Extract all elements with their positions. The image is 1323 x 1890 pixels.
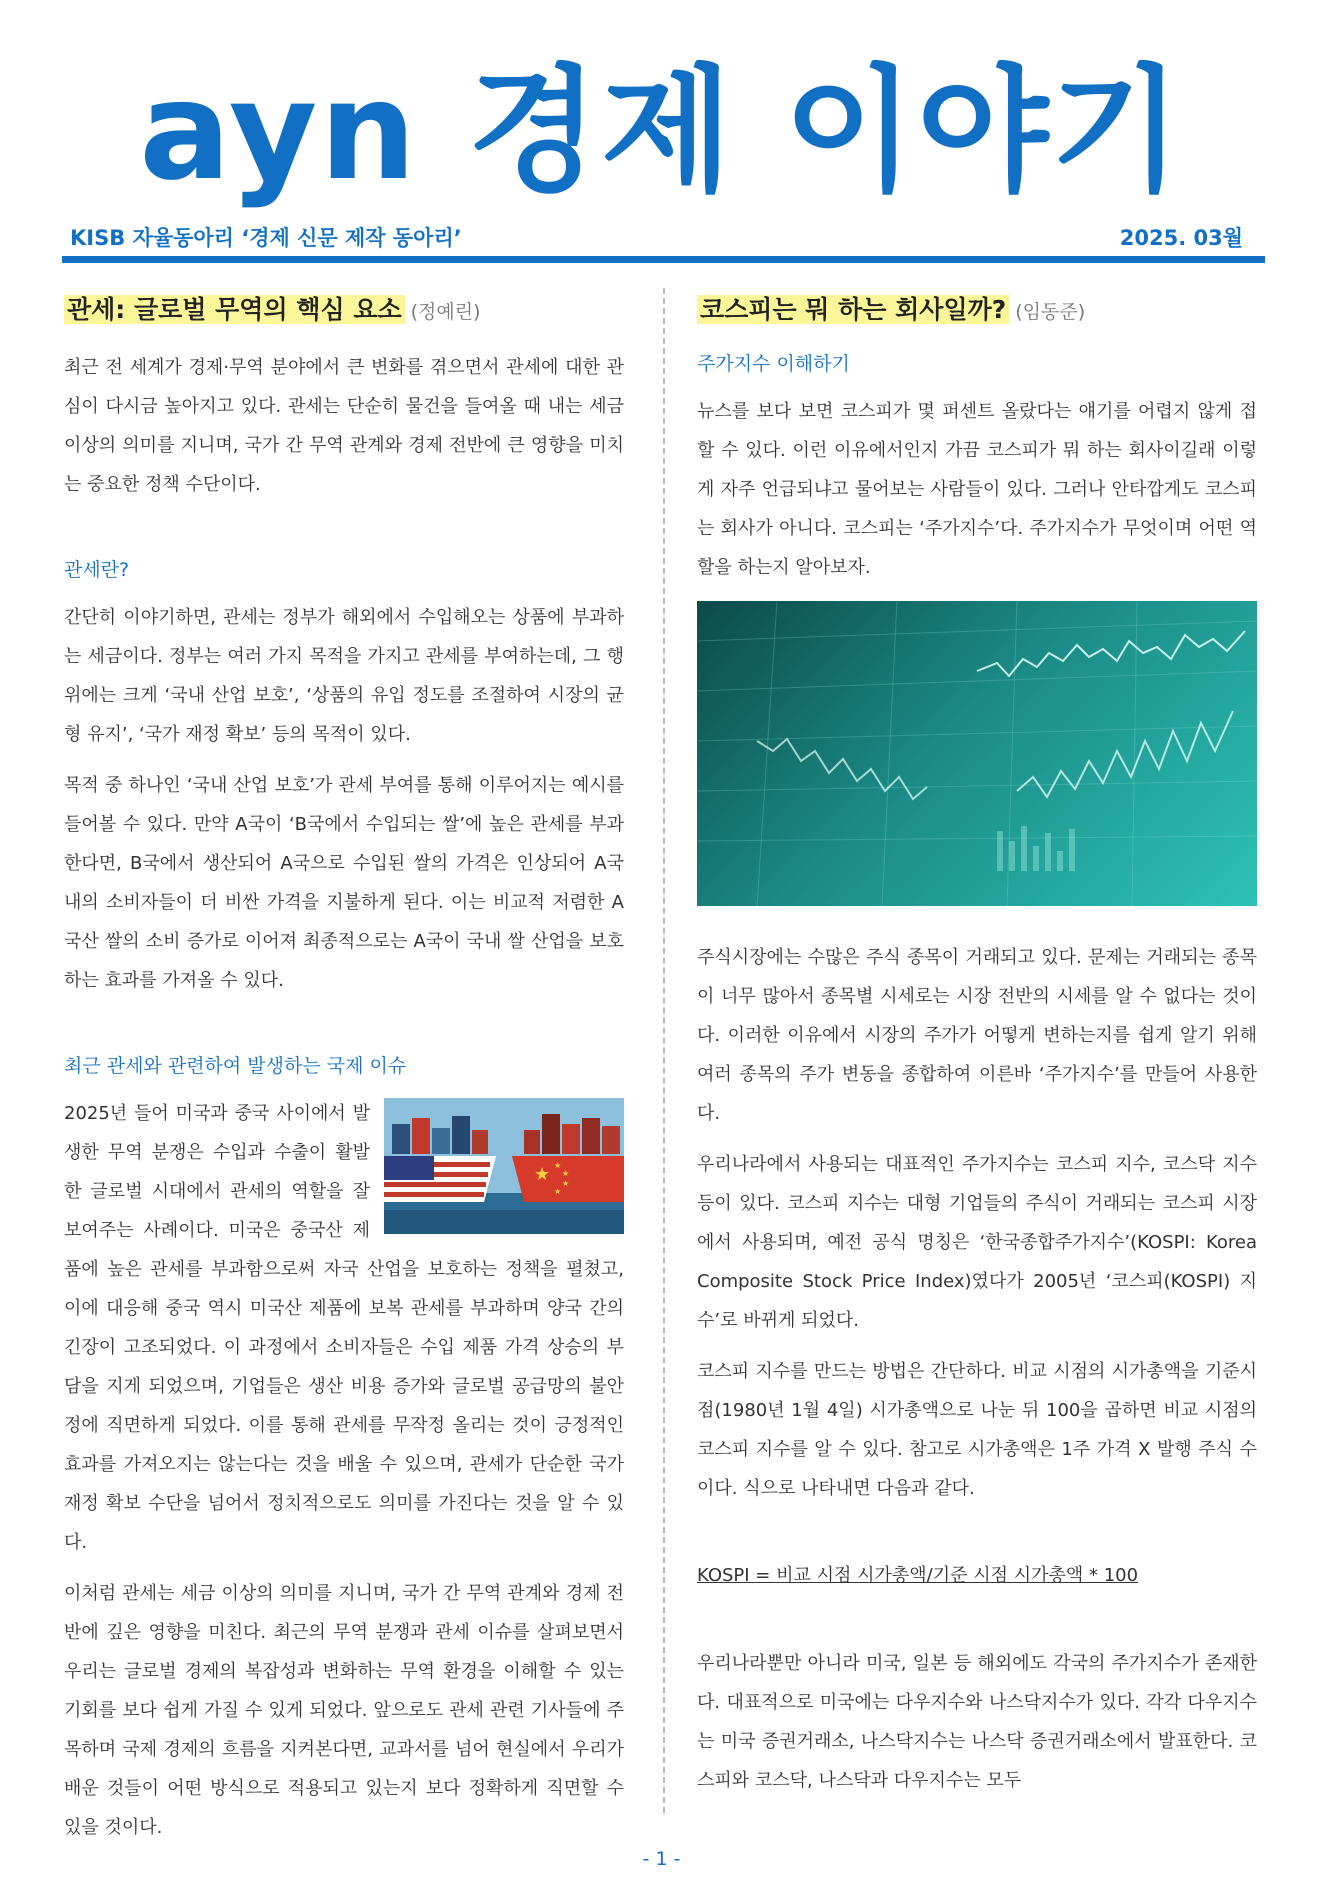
stock-chart-photo-icon — [697, 601, 1257, 906]
left-author: (정예린) — [410, 301, 481, 323]
right-paragraph-4: 코스피 지수를 만드는 방법은 간단하다. 비교 시점의 시가총액을 기준시점(1980년 1월 4일) 시가총액으로 나눈 뒤 100을 곱하면 비교 시점의 코스피 지수를 알 수 있다. 참고로 시가총액은 1주 가격 X 발행 주식 수이다. 식으로 나타내면 다음과 같다. — [697, 1361, 1257, 1499]
header-rule — [62, 256, 1265, 263]
left-article — [64, 290, 624, 1847]
trade-ships-image — [384, 1098, 624, 1234]
right-article — [697, 290, 1257, 1800]
left-section-heading-2: 최근 관세와 관련하여 발생하는 국제 이슈 — [64, 1055, 407, 1077]
right-paragraph-2: 주식시장에는 수많은 주식 종목이 거래되고 있다. 문제는 거래되는 종목이 너무 많아서 종목별 시세로는 시장 전반의 시세를 알 수 없다는 것이다. 이러한 이유에서 시장의 주가가 어떻게 변하는지를 쉽게 알기 위해 여러 종목의 주가 변동을 종합하여 이른바 ‘주가지수’를 만들어 사용한다. — [697, 947, 1257, 1124]
left-paragraph-2: 목적 중 하나인 ‘국내 산업 보호’가 관세 부여를 통해 이루어지는 예시를 들어볼 수 있다. 만약 A국이 ‘B국에서 수입되는 쌀’에 높은 관세를 부과한다면, B국에서 생산되어 A국으로 수입된 쌀의 가격은 인상되어 A국 내의 소비자들이 더 비싼 가격을 지불하게 된다. 이는 비교적 저렴한 A국산 쌀의 소비 증가로 이어져 최종적으로는 A국이 국내 쌀 산업을 보호하는 효과를 가져올 수 있다. — [64, 775, 624, 991]
right-paragraph-5: 우리나라뿐만 아니라 미국, 일본 등 해외에도 각국의 주가지수가 존재한다. 대표적으로 미국에는 다우지수와 나스닥지수가 있다. 각각 다우지수는 미국 증권거래소, 나스닥지수는 나스닥 증권거래소에서 발표한다. 코스피와 코스닥, 나스닥과 다우지수는 모두 — [697, 1653, 1257, 1791]
left-section-heading-1: 관세란? — [64, 559, 130, 581]
club-name: KISB 자율동아리 ‘경제 신문 제작 동아리’ — [70, 226, 462, 250]
right-author: (임동준) — [1015, 301, 1086, 323]
kospi-formula: KOSPI = 비교 시점 시가총액/기준 시점 시가총액 * 100 — [697, 1565, 1139, 1586]
issue-date: 2025. 03월 — [1119, 226, 1243, 250]
left-intro: 최근 전 세계가 경제·무역 분야에서 큰 변화를 겪으면서 관세에 대한 관심이 다시금 높아지고 있다. 관세는 단순히 물건을 들여올 때 내는 세금 이상의 의미를 지니며, 국가 간 무역 관계와 경제 전반에 큰 영향을 미치는 중요한 정책 수단이다. — [64, 357, 624, 495]
svg-text:★: ★ — [534, 1164, 551, 1185]
right-section-heading-1: 주가지수 이해하기 — [697, 353, 850, 375]
left-paragraph-4: 이처럼 관세는 세금 이상의 의미를 지니며, 국가 간 무역 관계와 경제 전반에 깊은 영향을 미친다. 최근의 무역 분쟁과 관세 이슈를 살펴보면서 우리는 글로벌 경제의 복잡성과 변화하는 무역 환경을 이해할 수 있는 기회를 보다 쉽게 가질 수 있게 되었다. 앞으로도 관세 관련 기사들에 주목하며 국제 경제의 흐름을 지켜본다면, 교과서를 넘어 현실에서 우리가 배운 것들이 어떤 방식으로 적용되고 있는지 보다 정확하게 직면할 수 있을 것이다. — [64, 1583, 624, 1838]
trade-ships-illustration-icon — [384, 1098, 624, 1234]
svg-text:★: ★ — [554, 1187, 562, 1196]
left-title-text: 관세: 글로벌 무역의 핵심 요소 — [64, 295, 405, 324]
masthead-title: ayn 경제 이야기 — [139, 53, 1184, 211]
svg-text:★: ★ — [562, 1169, 570, 1178]
column-divider — [663, 288, 665, 1813]
left-article-title — [64, 290, 624, 332]
svg-text:★: ★ — [554, 1161, 562, 1170]
right-paragraph-1: 뉴스를 보다 보면 코스피가 몇 퍼센트 올랐다는 얘기를 어렵지 않게 접할 수 있다. 이런 이유에서인지 가끔 코스피가 뭐 하는 회사이길래 이렇게 자주 언급되냐고 물어보는 사람들이 있다. 그러나 안타깝게도 코스피는 회사가 아니다. 코스피는 ‘주가지수’다. 주가지수가 무엇이며 어떤 역할을 하는지 알아보자. — [697, 401, 1257, 578]
right-title-text: 코스피는 뭐 하는 회사일까? — [697, 295, 1009, 324]
left-paragraph-1: 간단히 이야기하면, 관세는 정부가 해외에서 수입해오는 상품에 부과하는 세금이다. 정부는 여러 가지 목적을 가지고 관세를 부여하는데, 그 행위에는 크게 ‘국내 산업 보호’, ‘상품의 유입 정도를 조절하여 시장의 균형 유지’, ‘국가 재정 확보’ 등의 목적이 있다. — [64, 607, 624, 745]
right-article-title — [697, 290, 1257, 332]
left-paragraph-3: 2025년 들어 미국과 중국 사이에서 발생한 무역 분쟁은 수입과 수출이 활발한 글로벌 시대에서 관세의 역할을 잘 보여주는 사례이다. 미국은 중국산 제품에 높은 관세를 부과함으로써 자국 산업을 보호하는 정책을 펼쳤고, 이에 대응해 중국 역시 미국산 제품에 보복 관세를 부과하며 양국 간의 긴장이 고조되었다. 이 과정에서 소비자들은 수입 제품 가격 상승의 부담을 지게 되었으며, 기업들은 생산 비용 증가와 글로벌 공급망의 불안정에 직면하게 되었다. 이를 통해 관세를 무작정 올리는 것이 긍정적인 효과를 가져오지는 않는다는 것을 배울 수 있으며, 관세가 단순한 국가 재정 확보 수단을 넘어서 정치적으로도 의미를 가진다는 것을 알 수 있다. — [64, 1103, 624, 1553]
right-paragraph-3: 우리나라에서 사용되는 대표적인 주가지수는 코스피 지수, 코스닥 지수 등이 있다. 코스피 지수는 대형 기업들의 주식이 거래되는 코스피 시장에서 사용되며, 예전 공식 명칭은 ‘한국종합주가지수’(KOSPI: Korea Composite Stock Price Index)였다가 2005년 ‘코스피(KOSPI) 지수’로 바뀌게 되었다. — [697, 1154, 1257, 1331]
page-number: - 1 - — [642, 1848, 681, 1870]
stock-market-image — [697, 601, 1257, 906]
svg-text:★: ★ — [562, 1179, 570, 1188]
